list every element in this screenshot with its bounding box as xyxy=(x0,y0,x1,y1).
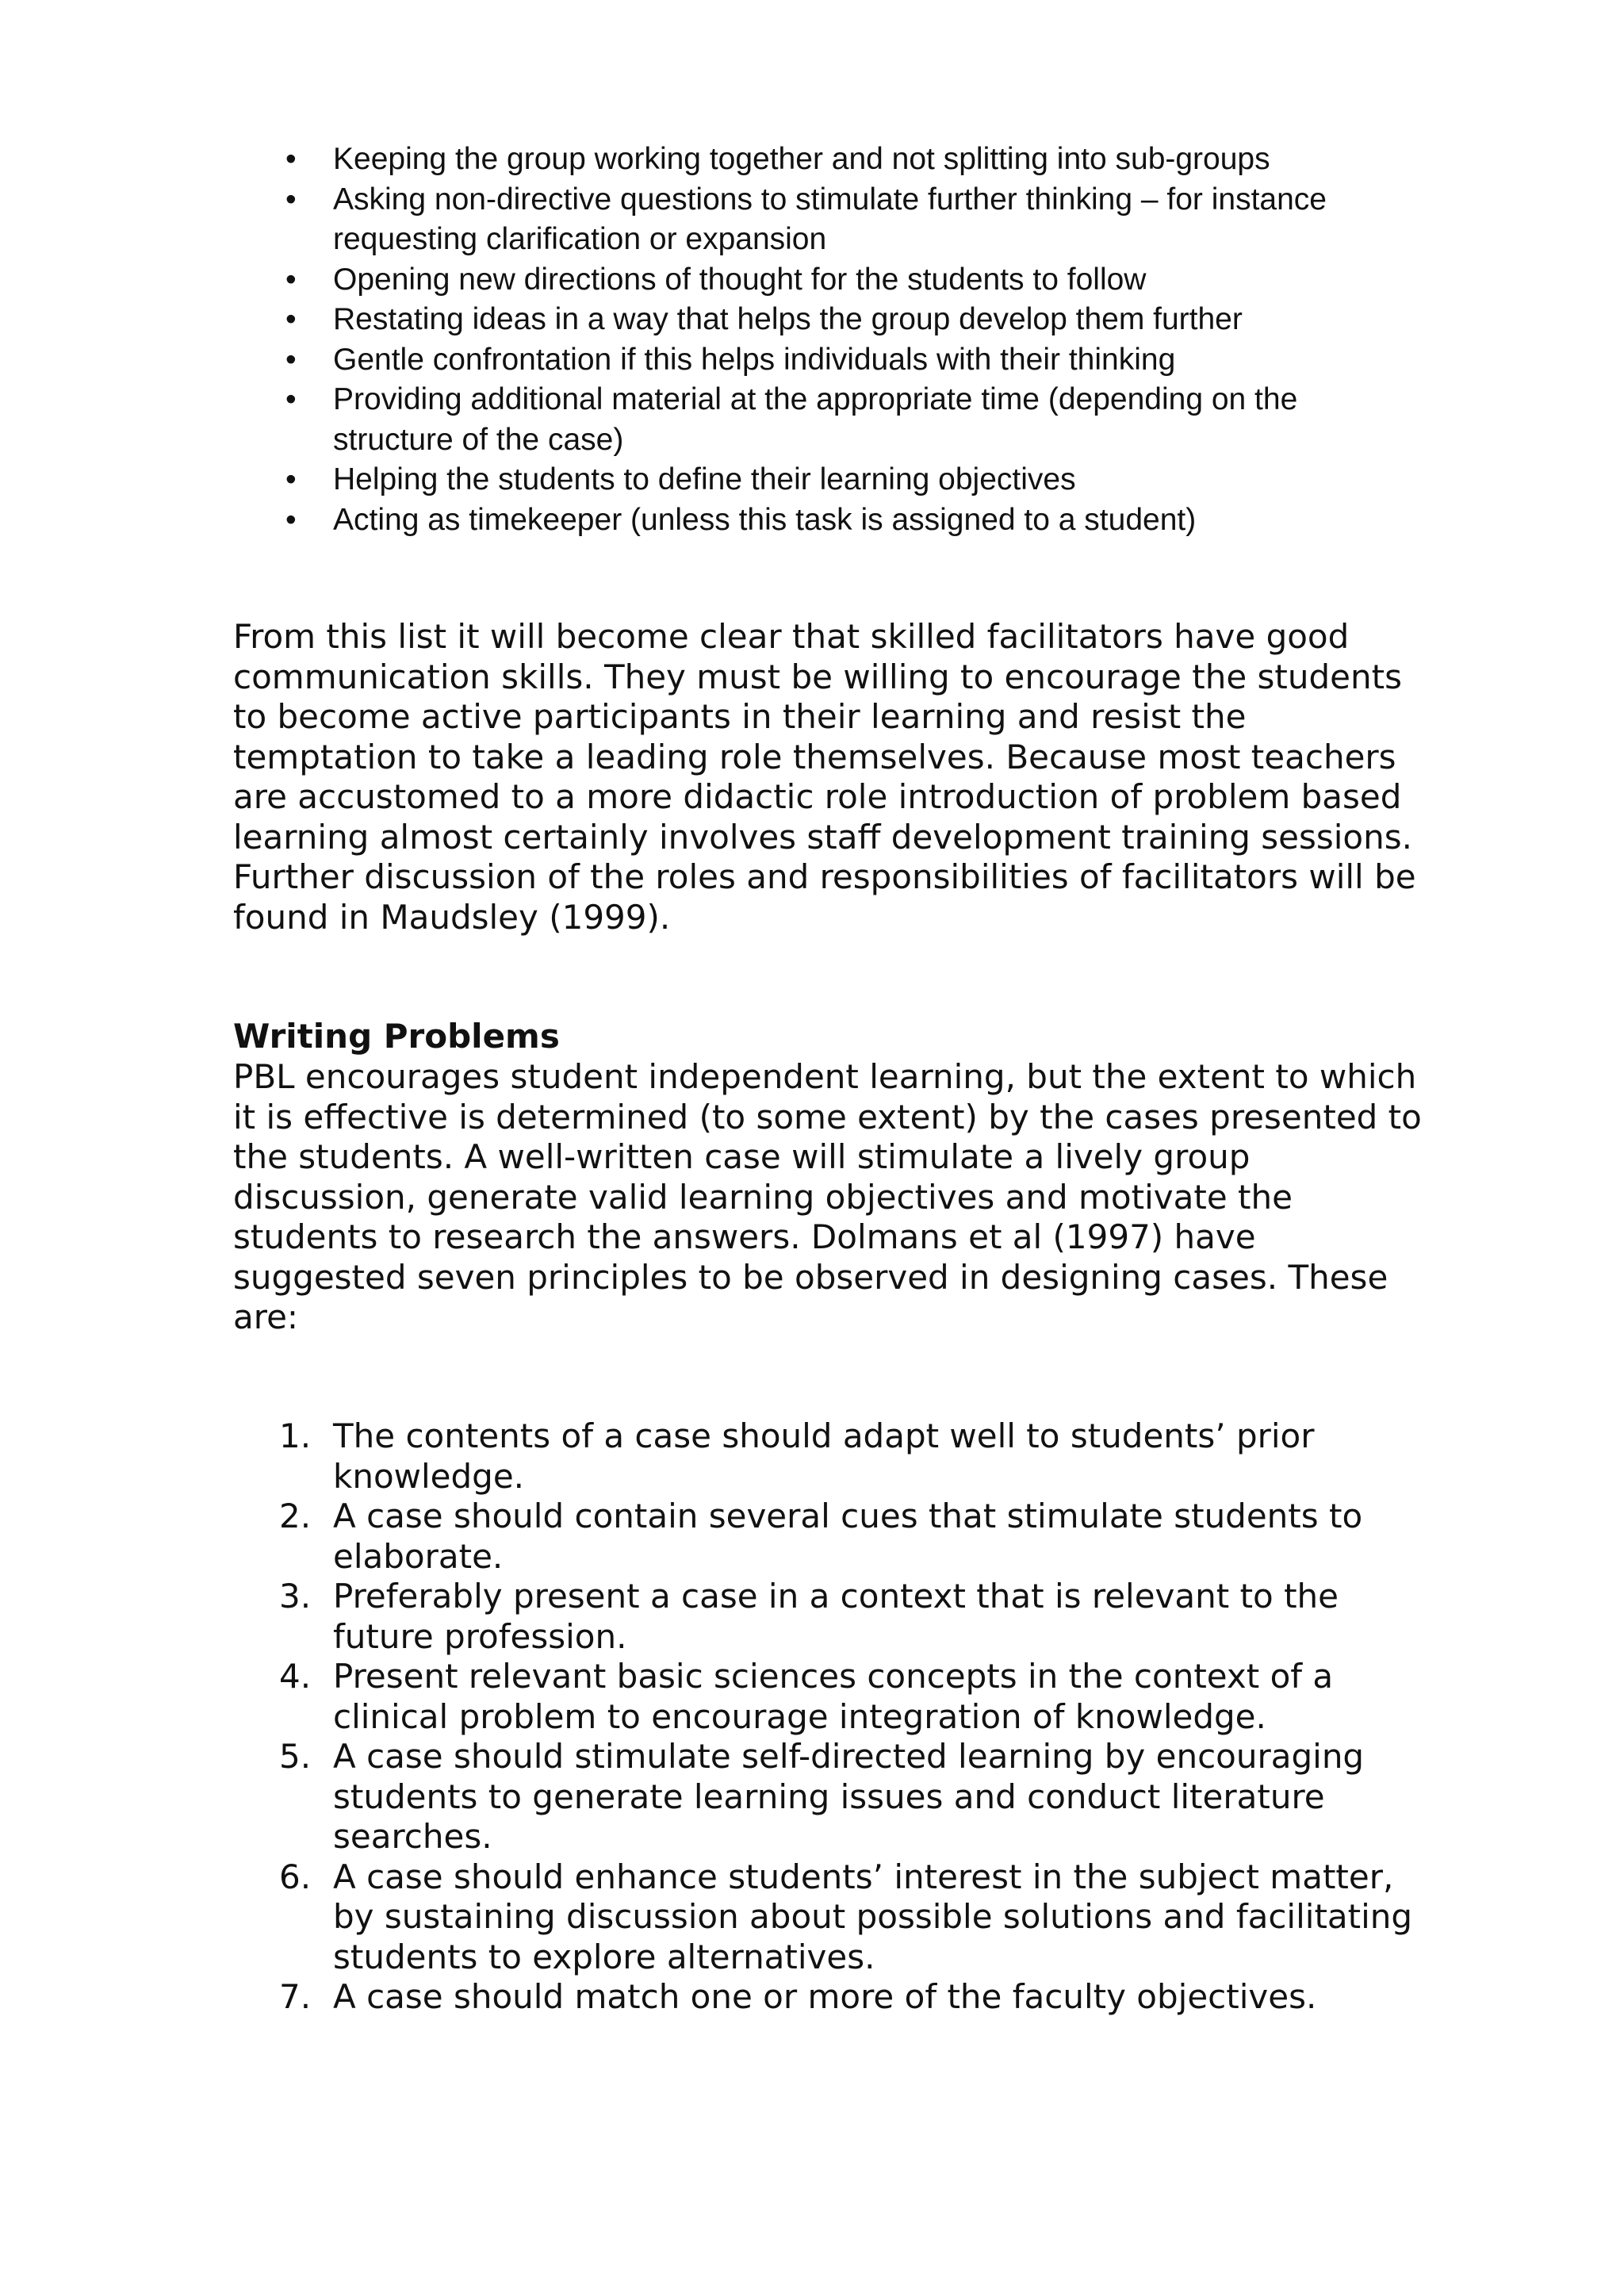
list-item-text: Asking non-directive questions to stimulate further thinking – for instance requesting clarification or expansion xyxy=(333,182,1327,256)
list-item xyxy=(233,1737,1431,1857)
list-number: 5. xyxy=(279,1737,312,1776)
list-item-text: Helping the students to define their learning objectives xyxy=(333,462,1076,496)
bullet-icon: • xyxy=(285,262,297,297)
list-item-text: Present relevant basic sciences concepts in the context of a clinical problem to encourage integration of knowledge. xyxy=(333,1657,1334,1736)
list-number: 6. xyxy=(279,1857,312,1896)
list-item-text: Restating ideas in a way that helps the group develop them further xyxy=(333,302,1243,336)
list-item-text: A case should match one or more of the faculty objectives. xyxy=(333,1977,1317,2016)
list-item xyxy=(233,1577,1431,1657)
list-number: 1. xyxy=(279,1416,312,1455)
list-item xyxy=(233,1857,1431,1978)
list-item xyxy=(285,140,1411,180)
bullet-icon: • xyxy=(285,302,297,336)
case-principles-list xyxy=(233,1416,1431,2018)
section-heading: Writing Problems xyxy=(233,1017,560,1056)
facilitator-tasks-list xyxy=(285,140,1411,540)
bullet-icon: • xyxy=(285,182,297,217)
list-item-text: Gentle confrontation if this helps individuals with their thinking xyxy=(333,342,1176,377)
list-number: 7. xyxy=(279,1977,312,2016)
list-item xyxy=(285,500,1411,541)
list-item xyxy=(233,1977,1431,2018)
list-item-text: Acting as timekeeper (unless this task is assigned to a student) xyxy=(333,502,1197,537)
list-item-text: Keeping the group working together and not splitting into sub-groups xyxy=(333,142,1270,176)
bullet-icon: • xyxy=(285,462,297,496)
bullet-icon: • xyxy=(285,502,297,537)
bullet-icon: • xyxy=(285,342,297,377)
list-number: 4. xyxy=(279,1657,312,1696)
list-item xyxy=(233,1416,1431,1497)
bullet-icon: • xyxy=(285,142,297,176)
list-item-text: Preferably present a case in a context that is relevant to the future profession. xyxy=(333,1577,1339,1656)
list-item-text: A case should enhance students’ interest in the subject matter, by sustaining discussion about possible solutions and facilitating students to explore alternatives. xyxy=(333,1857,1413,1976)
writing-problems-paragraph: PBL encourages student independent learning, but the extent to which it is effective is determined (to some extent) by the cases presented to the students. A well-written case will stimulate a lively group discussion, generate valid learning objectives and motivate the students to research the answers. Dolmans et al (1997) have suggested seven principles to be observed in designing cases. These are: xyxy=(233,1057,1422,1336)
facilitator-skills-paragraph: From this list it will become clear that skilled facilitators have good communication skills. They must be willing to encourage the students to become active participants in their learning and resist the temptation to take a leading role themselves. Because most teachers are accustomed to a more didactic role introduction of problem based learning almost certainly involves staff development training sessions. Further discussion of the roles and responsibilities of facilitators will be found in Maudsley (1999). xyxy=(233,617,1416,937)
list-item-text: The contents of a case should adapt well to students’ prior knowledge. xyxy=(333,1416,1315,1496)
list-item xyxy=(233,1497,1431,1577)
list-item-text: Opening new directions of thought for the students to follow xyxy=(333,262,1147,297)
list-item xyxy=(285,460,1411,500)
list-item-text: A case should stimulate self-directed learning by encouraging students to generate learning issues and conduct literature searches. xyxy=(333,1737,1365,1856)
list-item xyxy=(285,300,1411,340)
list-item-text: A case should contain several cues that stimulate students to elaborate. xyxy=(333,1497,1363,1576)
list-item xyxy=(285,380,1411,460)
list-number: 2. xyxy=(279,1497,312,1535)
list-item xyxy=(233,1657,1431,1737)
bullet-icon: • xyxy=(285,382,297,416)
list-item xyxy=(285,340,1411,381)
list-item xyxy=(285,260,1411,301)
list-number: 3. xyxy=(279,1577,312,1616)
list-item-text: Providing additional material at the appropriate time (depending on the structure of the case) xyxy=(333,382,1298,457)
list-item xyxy=(285,180,1411,260)
